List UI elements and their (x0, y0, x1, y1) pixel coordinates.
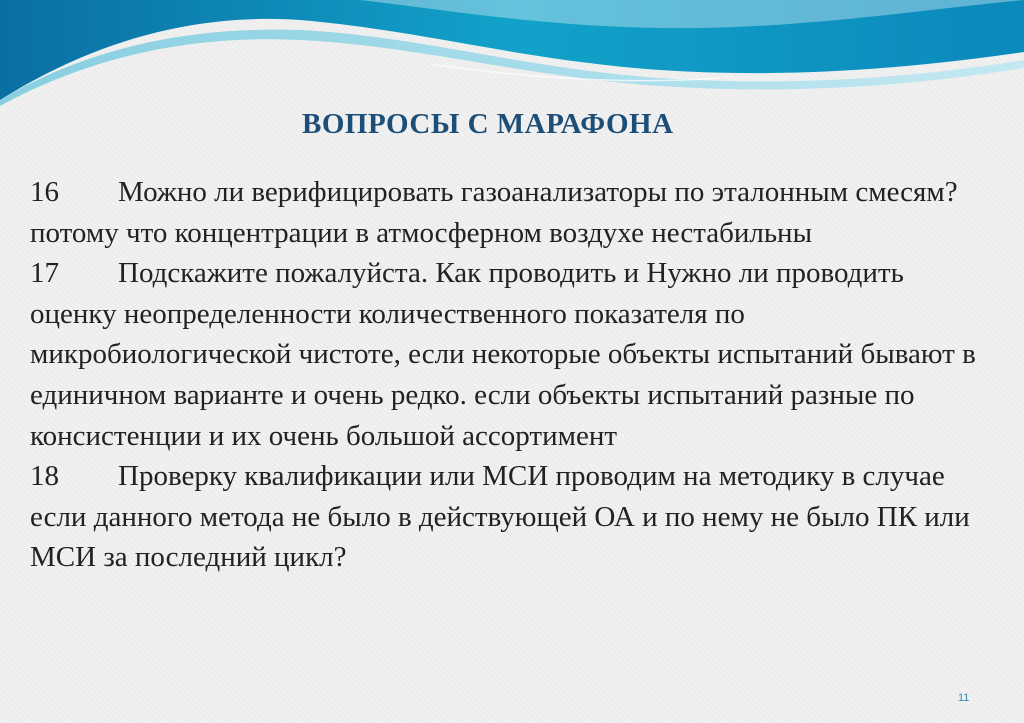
questions-list (30, 172, 980, 578)
question-text: Проверку квалификации или МСИ проводим на методику в случае если данного метода не было в действующей ОА и по нему не было ПК или МСИ за последний цикл? (30, 460, 970, 574)
question-number: 16 (30, 176, 59, 208)
question-item (30, 456, 980, 578)
question-number: 17 (30, 257, 59, 290)
slide-title: ВОПРОСЫ С МАРАФОНА (302, 108, 674, 140)
header-wave-decoration (0, 0, 1024, 110)
question-text: Подскажите пожалуйста. Как проводить и Нужно ли проводить оценку неопределенности количественного показателя по микробиологической чистоте, если некоторые объекты испытаний бывают в единичном варианте и очень редко. если объекты испытаний разные по консистенции и их очень большой ассортимент (30, 257, 976, 452)
question-text: Можно ли верифицировать газоанализаторы по эталонным смесям? потому что концентрации в атмосферном воздухе нестабильны (30, 176, 958, 249)
question-item (30, 253, 980, 456)
page-number: 11 (958, 692, 970, 704)
question-item (30, 172, 980, 253)
question-number: 18 (30, 460, 59, 493)
